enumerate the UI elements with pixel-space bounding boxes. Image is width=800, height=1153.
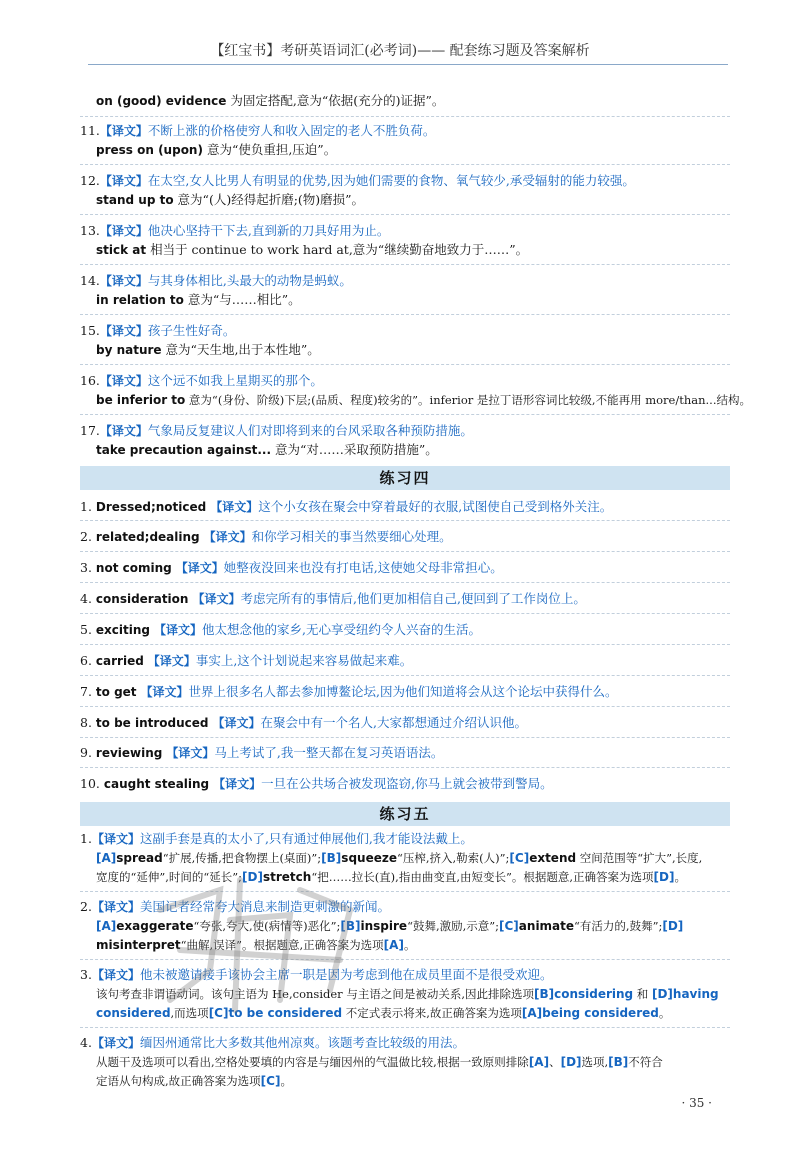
translation-tag: 【译文】 <box>99 174 148 188</box>
note-text: 意为“使负重担,压迫”。 <box>202 142 337 157</box>
keyword: be inferior to <box>96 393 186 407</box>
item-number: 4. <box>80 1035 92 1050</box>
item-number: 7. <box>80 684 92 699</box>
answer-label: [A] <box>521 1006 543 1020</box>
option-label: [B] <box>533 987 555 1001</box>
item-note <box>96 441 720 459</box>
translation-text: 在太空,女人比男人有明显的优势,因为她们需要的食物、氧气较少,承受辐射的能力较强。 <box>147 173 635 188</box>
translation-text: 他太想念他的家乡,无心享受纽约令人兴奋的生活。 <box>202 622 481 637</box>
explanation-line <box>96 936 720 954</box>
item-number: 1. <box>80 499 92 514</box>
option-label: [B] <box>608 1055 629 1069</box>
translation-text: 这个远不如我上星期买的那个。 <box>147 373 323 388</box>
translation-text: 他未被邀请接手该协会主席一职是因为考虑到他在成员里面不是很受欢迎。 <box>139 967 553 982</box>
separator <box>80 520 730 521</box>
list-item <box>80 498 720 516</box>
separator <box>80 364 730 365</box>
list-item <box>80 322 720 340</box>
explanation-text: “扩展,传播,把食物摆上(桌面)”; <box>162 851 322 865</box>
list-item <box>80 775 720 793</box>
separator <box>80 959 730 960</box>
option-word: being considered <box>542 1006 659 1020</box>
separator <box>80 675 730 676</box>
translation-tag: 【译文】 <box>99 274 148 288</box>
translation-tag: 【译文】 <box>192 592 241 606</box>
note-text: 意为“(身份、阶级)下层;(品质、程度)较劣的”。inferior 是拉丁语形容词比较级,不能再用 more/than...结构。 <box>185 393 751 407</box>
explanation-text: 。 <box>658 1006 671 1020</box>
translation-text: 美国记者经常夸大消息来制造更刺激的新闻。 <box>139 899 390 914</box>
explanation-text: “压榨,挤入,勒索(人)”; <box>396 851 510 865</box>
item-number: 11. <box>80 123 100 138</box>
translation-tag: 【译文】 <box>99 224 148 238</box>
item-note <box>96 191 720 209</box>
note-text: 意为“与……相比”。 <box>183 292 301 307</box>
note-text: 意为“天生地,出于本性地”。 <box>161 342 320 357</box>
explanation-text: 。 <box>403 938 416 952</box>
separator <box>80 737 730 738</box>
explanation-text: “曲解,误译”。根据题意,正确答案为选项 <box>180 938 384 952</box>
translation-tag: 【译文】 <box>99 374 148 388</box>
item10-note <box>96 92 720 110</box>
option-word: exaggerate <box>116 919 194 933</box>
list-item <box>80 272 720 290</box>
running-header: 【红宝书】考研英语词汇(必考词)—— 配套练习题及答案解析 <box>210 43 590 59</box>
note-text: 为固定搭配,意为“依据(充分的)证据”。 <box>226 93 445 108</box>
item-number: 15. <box>80 323 100 338</box>
list-item <box>80 621 720 639</box>
explanation-text: 不符合 <box>628 1055 663 1069</box>
option-label: [D] <box>662 919 684 933</box>
translation-text: 他决心坚持干下去,直到新的刀具好用为止。 <box>147 223 390 238</box>
separator <box>80 314 730 315</box>
translation-text: 这个小女孩在聚会中穿着最好的衣服,试图使自己受到格外关注。 <box>258 499 613 514</box>
separator <box>80 891 730 892</box>
translation-tag: 【译文】 <box>99 124 148 138</box>
explanation-text: 宽度的“延伸”,时间的“延长”; <box>96 870 243 884</box>
note-text: 意为“对……采取预防措施”。 <box>271 442 438 457</box>
item-number: 4. <box>80 591 92 606</box>
list-item <box>80 222 720 240</box>
explanation-text: 该句考查非谓语动词。该句主语为 He,consider 与主语之间是被动关系,因此排除选项 <box>96 987 534 1001</box>
section-title-exercise-5: 练习五 <box>80 802 730 826</box>
list-item <box>80 122 720 140</box>
list-item <box>80 422 720 440</box>
translation-text: 考虑完所有的事情后,他们更加相信自己,便回到了工作岗位上。 <box>240 591 586 606</box>
item-number: 1. <box>80 831 92 846</box>
item-note <box>96 391 751 409</box>
separator <box>80 116 730 117</box>
separator <box>80 551 730 552</box>
explanation-text: 、 <box>549 1055 561 1069</box>
explanation-line <box>96 917 720 935</box>
item-number: 3. <box>80 560 92 575</box>
explanation-text: 。 <box>674 870 686 884</box>
keyword: stand up to <box>96 193 174 207</box>
option-word: to be considered <box>228 1006 343 1020</box>
explanation-line <box>96 1072 720 1090</box>
list-item <box>80 172 720 190</box>
translation-text: 世界上很多名人都去参加博鳌论坛,因为他们知道将会从这个论坛中获得什么。 <box>188 684 618 699</box>
item-number: 14. <box>80 273 100 288</box>
item-number: 8. <box>80 715 92 730</box>
option-label: [A] <box>96 851 117 865</box>
note-text: 意为“(人)经得起折磨;(物)磨损”。 <box>173 192 365 207</box>
answer: related;dealing <box>95 530 200 544</box>
item-number: 6. <box>80 653 92 668</box>
translation-tag: 【译文】 <box>154 623 203 637</box>
answer: caught stealing <box>103 777 210 791</box>
translation-tag: 【译文】 <box>210 500 259 514</box>
option-word: squeeze <box>341 851 397 865</box>
option-word: inspire <box>360 919 408 933</box>
translation-text: 事实上,这个计划说起来容易做起来难。 <box>195 653 413 668</box>
separator <box>80 414 730 415</box>
list-item <box>80 528 720 546</box>
explanation-text: 空间范围等“扩大”,长度, <box>576 851 703 865</box>
answer: to be introduced <box>95 716 209 730</box>
item-number: 12. <box>80 173 100 188</box>
list-item <box>80 590 720 608</box>
translation-text: 气象局反复建议人们对即将到来的台风采取各种预防措施。 <box>147 423 473 438</box>
translation-tag: 【译文】 <box>91 832 140 846</box>
list-item <box>80 744 720 762</box>
answer-label: [D] <box>653 870 675 884</box>
option-word: considering <box>554 987 634 1001</box>
translation-text: 和你学习相关的事当然要细心处理。 <box>251 529 452 544</box>
list-item <box>80 830 720 848</box>
separator <box>80 264 730 265</box>
option-word: animate <box>518 919 575 933</box>
explanation-text: 定语从句构成,故正确答案为选项 <box>96 1074 261 1088</box>
translation-tag: 【译文】 <box>140 685 189 699</box>
explanation-line <box>96 868 720 886</box>
translation-text: 马上考试了,我一整天都在复习英语语法。 <box>214 745 444 760</box>
item-number: 2. <box>80 899 92 914</box>
option-label: [D] <box>560 1055 582 1069</box>
list-item <box>80 683 720 701</box>
answer: consideration <box>95 592 189 606</box>
translation-tag: 【译文】 <box>147 654 196 668</box>
explanation-text: 不定式表示将来,故正确答案为选项 <box>342 1006 522 1020</box>
list-item <box>80 714 720 732</box>
list-item <box>80 372 720 390</box>
option-label: [A] <box>528 1055 550 1069</box>
translation-tag: 【译文】 <box>166 746 215 760</box>
translation-tag: 【译文】 <box>91 968 140 982</box>
answer: not coming <box>95 561 172 575</box>
translation-tag: 【译文】 <box>99 324 148 338</box>
section-title-exercise-4: 练习四 <box>80 466 730 490</box>
option-label: [C] <box>208 1006 229 1020</box>
explanation-text: “鼓舞,激励,示意”; <box>407 919 500 933</box>
translation-text: 这副手套是真的太小了,只有通过伸展他们,我才能设法戴上。 <box>139 831 473 846</box>
separator <box>80 644 730 645</box>
page-number: · 35 · <box>681 1096 712 1110</box>
translation-text: 与其身体相比,头最大的动物是蚂蚁。 <box>147 273 352 288</box>
separator <box>80 706 730 707</box>
option-label: [B] <box>321 851 342 865</box>
option-label: [D] <box>242 870 263 884</box>
item-number: 2. <box>80 529 92 544</box>
explanation-line <box>96 1004 720 1022</box>
answer-label: [C] <box>260 1074 281 1088</box>
translation-text: 她整夜没回来也没有打电话,这使她父母非常担心。 <box>223 560 503 575</box>
item-number: 16. <box>80 373 100 388</box>
item-note <box>96 341 720 359</box>
list-item <box>80 559 720 577</box>
item-number: 17. <box>80 423 100 438</box>
item-number: 13. <box>80 223 100 238</box>
translation-text: 孩子生性好奇。 <box>147 323 236 338</box>
translation-text: 一旦在公共场合被发现盗窃,你马上就会被带到警局。 <box>261 776 553 791</box>
option-label: [C] <box>509 851 530 865</box>
keyword: by nature <box>96 343 162 357</box>
list-item <box>80 898 720 916</box>
separator <box>80 582 730 583</box>
separator <box>80 767 730 768</box>
item-number: 10. <box>80 776 100 791</box>
keyword: in relation to <box>96 293 184 307</box>
separator <box>80 214 730 215</box>
item-number: 3. <box>80 967 92 982</box>
translation-tag: 【译文】 <box>175 561 224 575</box>
keyword: press on (upon) <box>96 143 203 157</box>
option-word: extend <box>529 851 577 865</box>
explanation-line <box>96 849 720 867</box>
translation-tag: 【译文】 <box>203 530 252 544</box>
option-label: [B] <box>340 919 361 933</box>
explanation-text: 从题干及选项可以看出,空格处要填的内容是与缅因州的气温做比较,根据一致原则排除 <box>96 1055 529 1069</box>
list-item <box>80 1034 720 1052</box>
item-number: 5. <box>80 622 92 637</box>
explanation-line <box>96 985 720 1003</box>
translation-tag: 【译文】 <box>99 424 148 438</box>
header-rule <box>88 64 728 65</box>
separator <box>80 613 730 614</box>
item-number: 9. <box>80 745 92 760</box>
translation-text: 缅因州通常比大多数其他州凉爽。该题考查比较级的用法。 <box>139 1035 465 1050</box>
keyword: stick at <box>96 243 147 257</box>
answer: carried <box>95 654 144 668</box>
explanation-text: 和 <box>633 987 652 1001</box>
item-note <box>96 291 720 309</box>
option-word: stretch <box>262 870 312 884</box>
answer: exciting <box>95 623 151 637</box>
explanation-text: “把……拉长(直),指由曲变直,由短变长”。根据题意,正确答案为选项 <box>311 870 654 884</box>
list-item <box>80 966 720 984</box>
option-word: spread <box>116 851 163 865</box>
keyword: on (good) evidence <box>96 94 227 108</box>
answer-label: [A] <box>383 938 404 952</box>
translation-tag: 【译文】 <box>91 1036 140 1050</box>
translation-tag: 【译文】 <box>212 716 261 730</box>
separator <box>80 1027 730 1028</box>
translation-text: 在聚会中有一个名人,大家都想通过介绍认识他。 <box>260 715 527 730</box>
answer: reviewing <box>95 746 163 760</box>
list-item <box>80 652 720 670</box>
note-text: 相当于 continue to work hard at,意为“继续勤奋地致力于……”。 <box>146 242 529 257</box>
answer: Dressed;noticed <box>95 500 207 514</box>
explanation-text: 。 <box>280 1074 292 1088</box>
option-label: [C] <box>499 919 519 933</box>
option-label: [D] <box>651 987 673 1001</box>
keyword: take precaution against... <box>96 443 272 457</box>
option-word: misinterpret <box>96 938 181 952</box>
translation-text: 不断上涨的价格使穷人和收入固定的老人不胜负荷。 <box>147 123 436 138</box>
separator <box>80 164 730 165</box>
translation-tag: 【译文】 <box>213 777 262 791</box>
option-word: having <box>672 987 719 1001</box>
item-note <box>96 141 720 159</box>
option-word: considered <box>96 1006 171 1020</box>
item-note <box>96 241 720 259</box>
explanation-text: 选项, <box>581 1055 609 1069</box>
translation-tag: 【译文】 <box>91 900 140 914</box>
option-label: [A] <box>96 919 117 933</box>
explanation-text: “有活力的,鼓舞”; <box>574 919 663 933</box>
answer: to get <box>95 685 137 699</box>
explanation-text: “夸张,夸大,使(病情等)恶化”; <box>193 919 341 933</box>
explanation-text: ,而选项 <box>170 1006 209 1020</box>
explanation-line <box>96 1053 720 1071</box>
